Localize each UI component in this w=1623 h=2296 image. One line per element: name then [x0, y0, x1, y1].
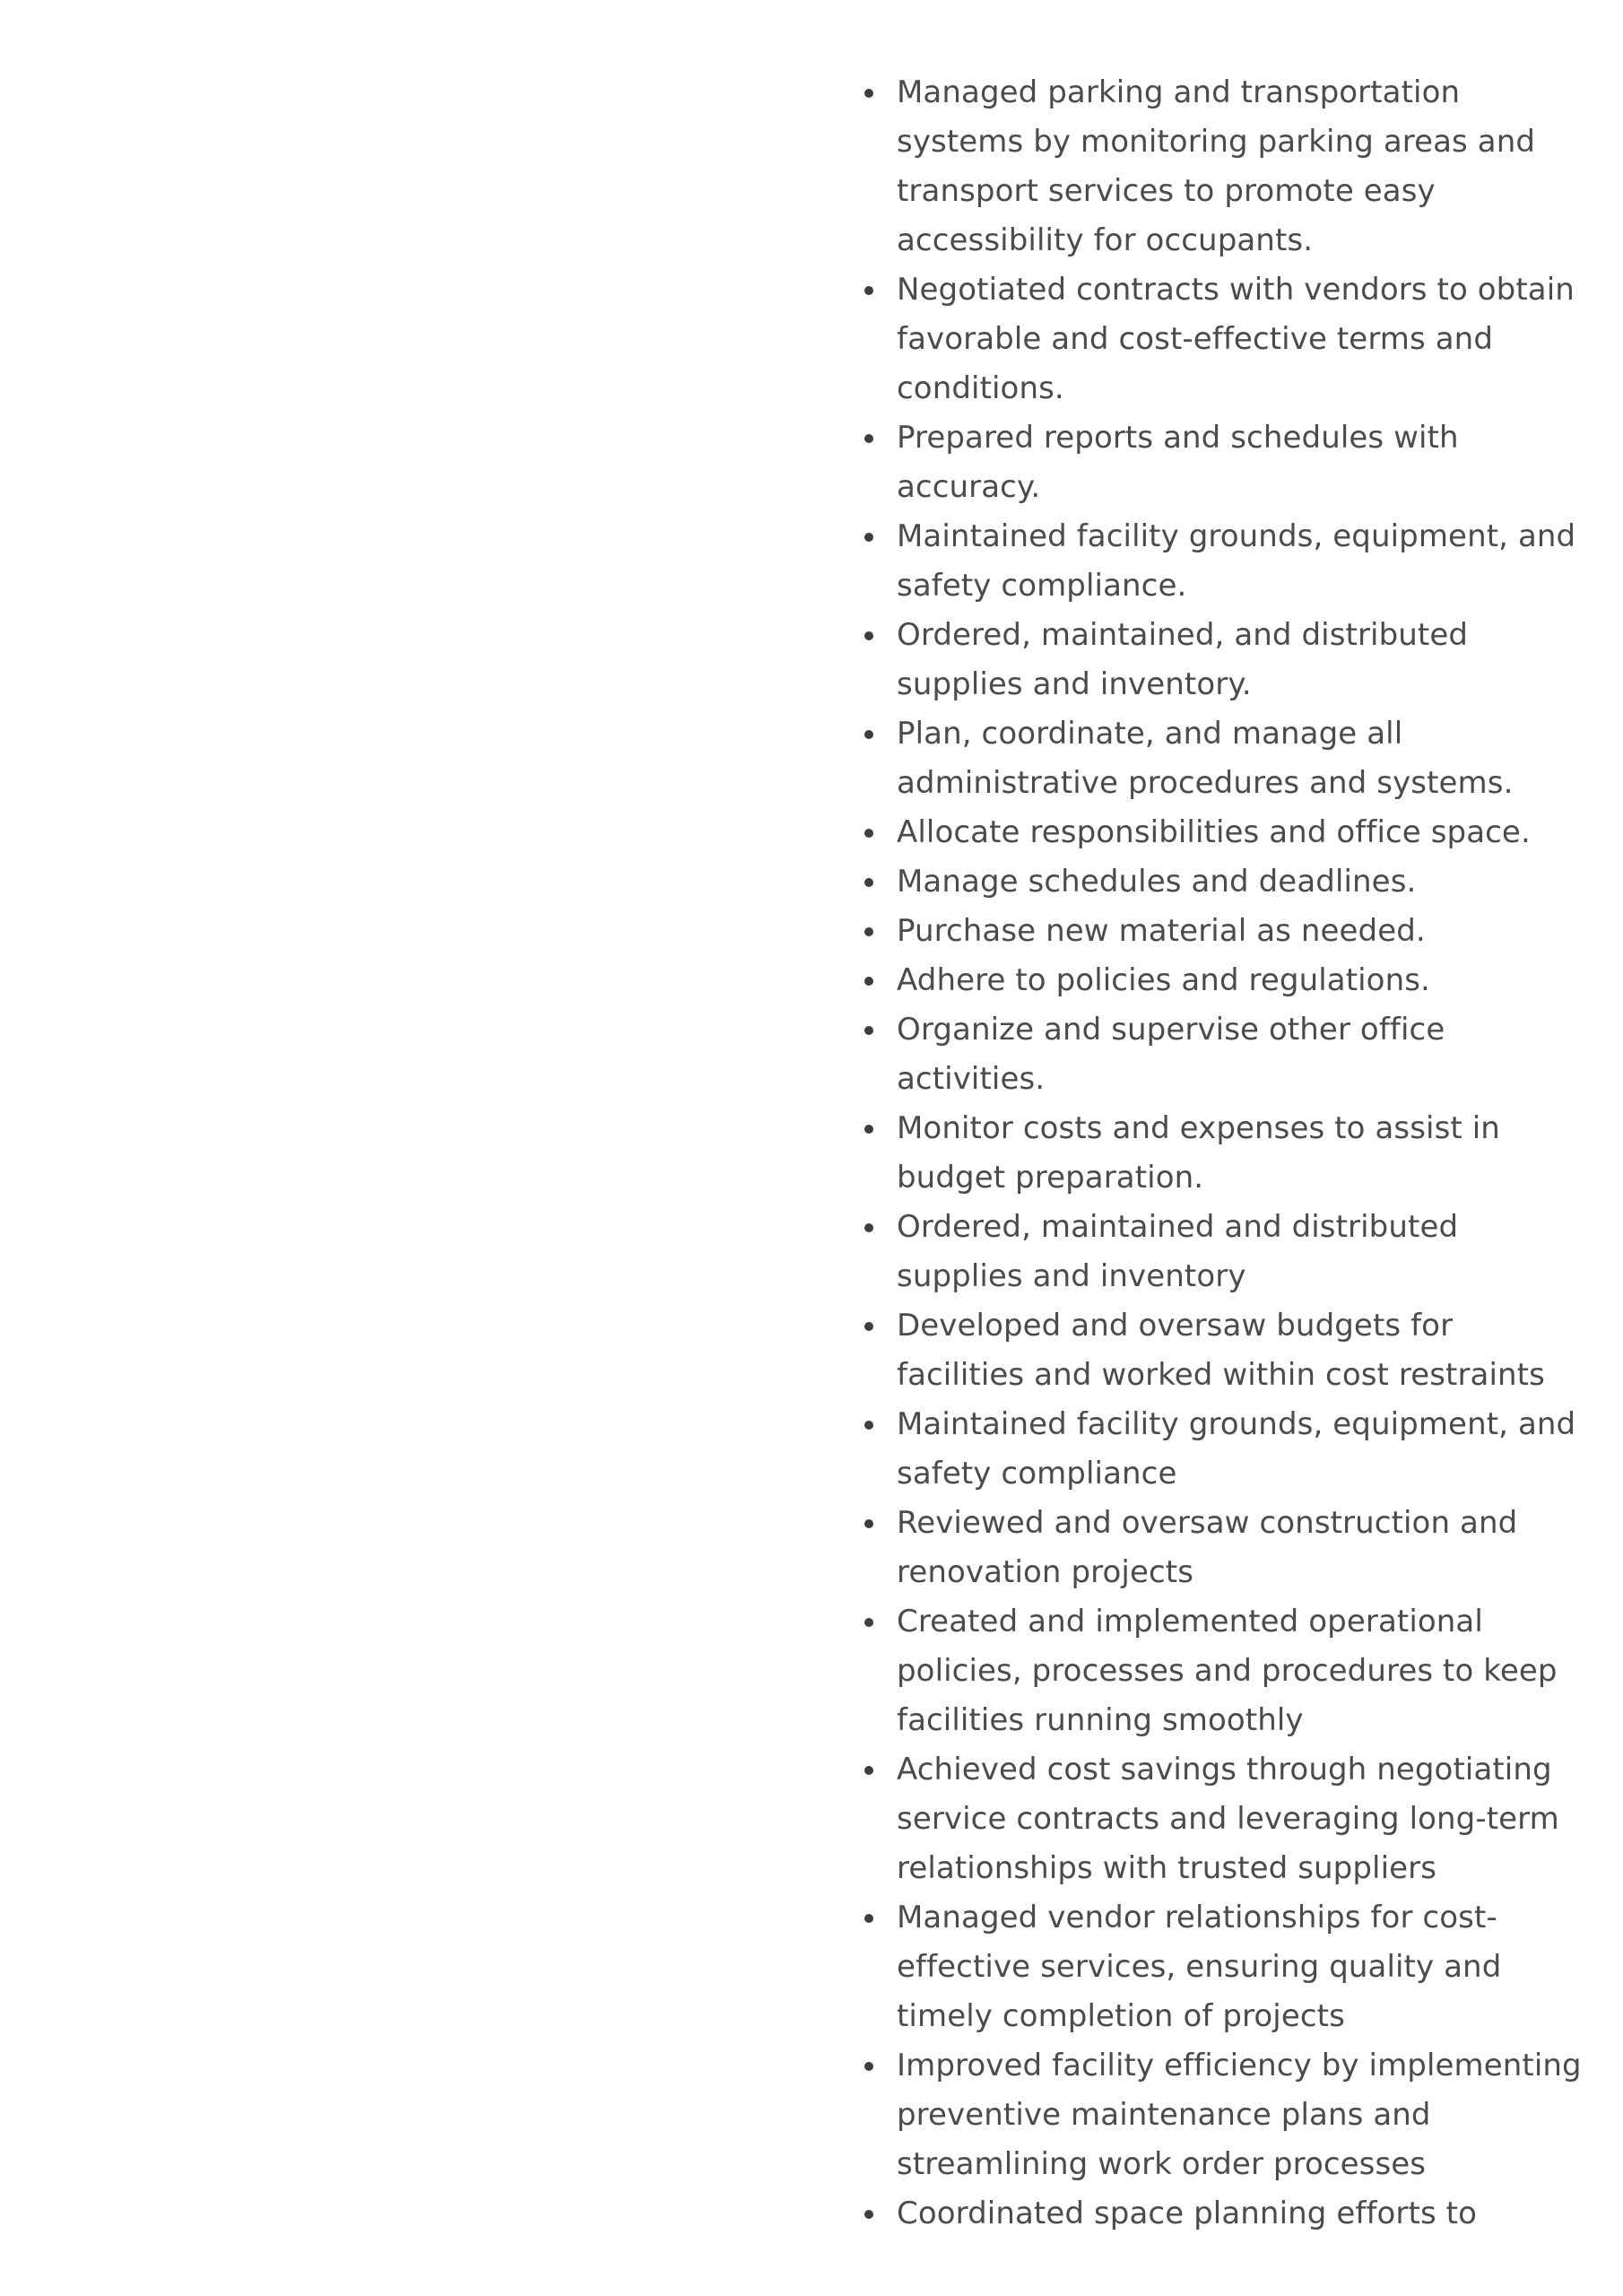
bullet-dot-icon	[864, 2062, 873, 2071]
bullet-text: Improved facility efficiency by implementing preventive maintenance plans and streamlining work order processes	[897, 2048, 1582, 2182]
experience-bullet-item	[897, 709, 1587, 808]
experience-bullet-item	[897, 1005, 1587, 1104]
bullet-text: Manage schedules and deadlines.	[897, 864, 1417, 900]
bullet-dot-icon	[864, 927, 873, 936]
experience-bullet-item	[897, 1203, 1587, 1301]
experience-bullet-item	[897, 1745, 1587, 1893]
experience-bullet-item	[897, 1893, 1587, 2041]
bullet-dot-icon	[864, 1125, 873, 1134]
experience-bullet-item	[897, 857, 1587, 907]
experience-bullet-item	[897, 1104, 1587, 1203]
experience-bullet-item	[897, 1499, 1587, 1597]
experience-bullet-item	[897, 808, 1587, 857]
bullet-text: Managed parking and transportation systems by monitoring parking areas and transport services to promote easy accessibility for occupants.	[897, 74, 1536, 258]
experience-bullet-item	[897, 1597, 1587, 1745]
bullet-text: Maintained facility grounds, equipment, and safety compliance.	[897, 518, 1576, 604]
experience-bullet-item	[897, 68, 1587, 265]
bullet-text: Coordinated space planning efforts to	[897, 2196, 1477, 2231]
bullet-text: Managed vendor relationships for cost-effective services, ensuring quality and timely completion of projects	[897, 1900, 1502, 2034]
bullet-dot-icon	[864, 1421, 873, 1430]
bullet-dot-icon	[864, 2210, 873, 2219]
bullet-text: Reviewed and oversaw construction and renovation projects	[897, 1505, 1518, 1590]
bullet-text: Negotiated contracts with vendors to obtain favorable and cost-effective terms and conditions.	[897, 272, 1575, 406]
experience-bullet-list	[897, 68, 1587, 2239]
experience-bullet-item	[897, 2041, 1587, 2189]
experience-bullet-item	[897, 956, 1587, 1005]
experience-bullet-item	[897, 2189, 1587, 2239]
experience-bullet-item	[897, 611, 1587, 709]
bullet-text: Organize and supervise other office activities.	[897, 1012, 1445, 1097]
bullet-text: Created and implemented operational policies, processes and procedures to keep facilities running smoothly	[897, 1604, 1558, 1738]
bullet-dot-icon	[864, 1766, 873, 1775]
bullet-dot-icon	[864, 286, 873, 295]
bullet-dot-icon	[864, 829, 873, 838]
bullet-text: Allocate responsibilities and office space.	[897, 814, 1531, 850]
bullet-dot-icon	[864, 533, 873, 542]
experience-bullet-item	[897, 413, 1587, 512]
bullet-text: Prepared reports and schedules with accuracy.	[897, 420, 1459, 505]
bullet-dot-icon	[864, 434, 873, 443]
bullet-dot-icon	[864, 730, 873, 739]
bullet-text: Adhere to policies and regulations.	[897, 962, 1430, 998]
bullet-text: Ordered, maintained, and distributed supplies and inventory.	[897, 617, 1469, 702]
bullet-text: Maintained facility grounds, equipment, and safety compliance	[897, 1406, 1576, 1492]
bullet-dot-icon	[864, 977, 873, 986]
bullet-text: Monitor costs and expenses to assist in budget preparation.	[897, 1110, 1500, 1196]
bullet-dot-icon	[864, 631, 873, 640]
bullet-dot-icon	[864, 1223, 873, 1232]
bullet-dot-icon	[864, 1519, 873, 1528]
bullet-dot-icon	[864, 1026, 873, 1035]
experience-bullet-item	[897, 265, 1587, 413]
bullet-dot-icon	[864, 1914, 873, 1923]
experience-bullet-item	[897, 907, 1587, 956]
bullet-dot-icon	[864, 89, 873, 98]
bullet-text: Plan, coordinate, and manage all administrative procedures and systems.	[897, 716, 1514, 801]
experience-bullet-item	[897, 1301, 1587, 1400]
bullet-dot-icon	[864, 1322, 873, 1331]
experience-bullet-item	[897, 512, 1587, 611]
bullet-dot-icon	[864, 878, 873, 887]
bullet-text: Ordered, maintained and distributed supplies and inventory	[897, 1209, 1459, 1294]
bullet-text: Purchase new material as needed.	[897, 913, 1426, 949]
bullet-text: Developed and oversaw budgets for facilities and worked within cost restraints	[897, 1308, 1545, 1393]
experience-bullet-item	[897, 1400, 1587, 1499]
bullet-dot-icon	[864, 1618, 873, 1627]
bullet-text: Achieved cost savings through negotiating service contracts and leveraging long-term relationships with trusted suppliers	[897, 1752, 1559, 1886]
